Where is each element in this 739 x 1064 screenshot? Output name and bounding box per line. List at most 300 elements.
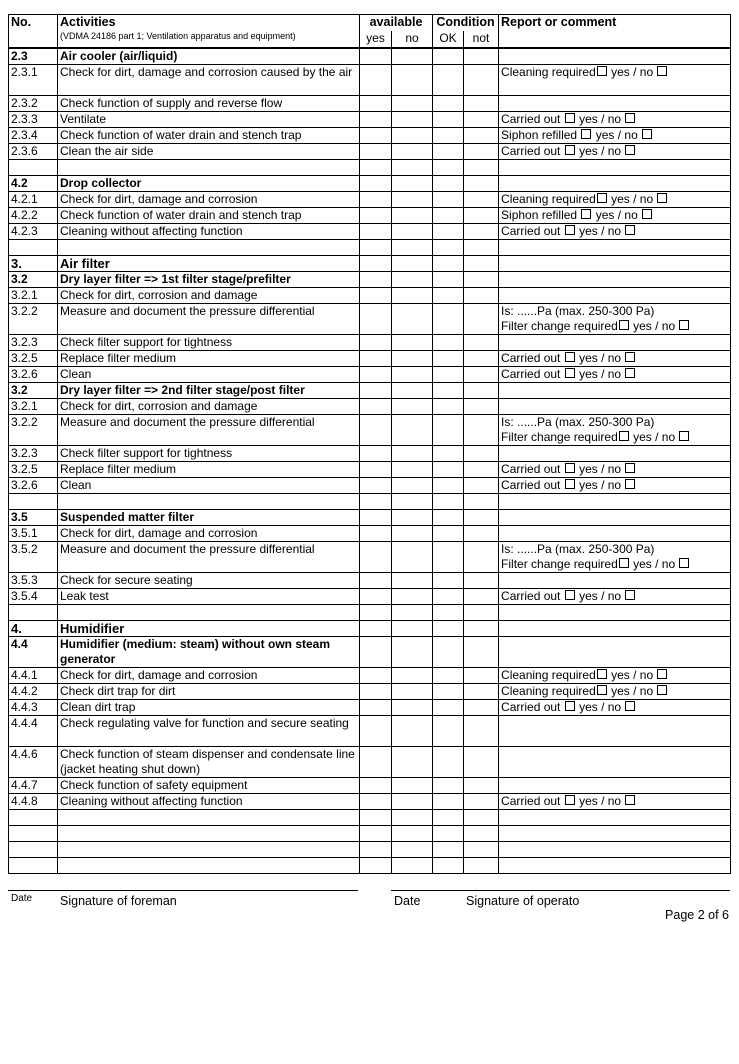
table-row bbox=[9, 716, 731, 747]
row-report bbox=[499, 399, 731, 415]
checkbox-icon[interactable] bbox=[625, 225, 635, 235]
header-no: No. bbox=[9, 15, 58, 49]
report-option bbox=[501, 208, 728, 223]
row-report bbox=[499, 510, 731, 526]
available-yes-cell[interactable] bbox=[360, 747, 392, 778]
header-row bbox=[9, 15, 731, 31]
condition-not-cell[interactable] bbox=[464, 256, 499, 272]
condition-ok-cell[interactable] bbox=[433, 842, 464, 858]
condition-ok-cell[interactable] bbox=[433, 826, 464, 842]
condition-ok-cell[interactable] bbox=[433, 288, 464, 304]
available-no-cell[interactable] bbox=[392, 494, 433, 510]
available-no-cell[interactable] bbox=[392, 48, 433, 65]
condition-not-cell[interactable] bbox=[464, 668, 499, 684]
checkbox-icon[interactable] bbox=[657, 669, 667, 679]
table-row bbox=[9, 794, 731, 810]
available-no-cell[interactable] bbox=[392, 778, 433, 794]
condition-ok-cell[interactable] bbox=[433, 399, 464, 415]
available-no-cell[interactable] bbox=[392, 256, 433, 272]
report-label: Carried out bbox=[501, 462, 564, 476]
condition-ok-cell[interactable] bbox=[433, 716, 464, 747]
checkbox-icon[interactable] bbox=[642, 129, 652, 139]
row-activity: Check for dirt, damage and corrosion bbox=[58, 526, 360, 542]
table-row bbox=[9, 542, 731, 573]
condition-ok-cell[interactable] bbox=[433, 272, 464, 288]
checkbox-icon[interactable] bbox=[565, 701, 575, 711]
condition-not-cell[interactable] bbox=[464, 65, 499, 96]
row-number: 3.2.1 bbox=[9, 288, 58, 304]
condition-ok-cell[interactable] bbox=[433, 128, 464, 144]
signature-line-operator bbox=[391, 890, 730, 891]
condition-ok-cell[interactable] bbox=[433, 351, 464, 367]
row-number: 2.3.4 bbox=[9, 128, 58, 144]
checkbox-icon[interactable] bbox=[597, 669, 607, 679]
checkbox-icon[interactable] bbox=[565, 113, 575, 123]
checkbox-icon[interactable] bbox=[581, 209, 591, 219]
available-no-cell[interactable] bbox=[392, 383, 433, 399]
condition-ok-cell[interactable] bbox=[433, 573, 464, 589]
condition-ok-cell[interactable] bbox=[433, 621, 464, 637]
condition-not-cell[interactable] bbox=[464, 510, 499, 526]
row-number bbox=[9, 826, 58, 842]
condition-not-cell[interactable] bbox=[464, 637, 499, 668]
condition-ok-cell[interactable] bbox=[433, 176, 464, 192]
row-number: 2.3.1 bbox=[9, 65, 58, 96]
condition-not-cell[interactable] bbox=[464, 144, 499, 160]
checkbox-icon[interactable] bbox=[581, 129, 591, 139]
condition-ok-cell[interactable] bbox=[433, 65, 464, 96]
available-no-cell[interactable] bbox=[392, 589, 433, 605]
checkbox-icon[interactable] bbox=[679, 320, 689, 330]
row-number: 4.2 bbox=[9, 176, 58, 192]
table-row bbox=[9, 399, 731, 415]
condition-not-cell[interactable] bbox=[464, 96, 499, 112]
available-no-cell[interactable] bbox=[392, 304, 433, 335]
condition-ok-cell[interactable] bbox=[433, 446, 464, 462]
available-no-cell[interactable] bbox=[392, 367, 433, 383]
condition-not-cell[interactable] bbox=[464, 494, 499, 510]
available-yes-cell[interactable] bbox=[360, 668, 392, 684]
checkbox-icon[interactable] bbox=[565, 795, 575, 805]
checkbox-icon[interactable] bbox=[625, 463, 635, 473]
available-no-cell[interactable] bbox=[392, 810, 433, 826]
row-report bbox=[499, 208, 731, 224]
condition-not-cell[interactable] bbox=[464, 112, 499, 128]
row-number: 3.5.4 bbox=[9, 589, 58, 605]
condition-ok-cell[interactable] bbox=[433, 684, 464, 700]
available-yes-cell[interactable] bbox=[360, 160, 392, 176]
available-yes-cell[interactable] bbox=[360, 48, 392, 65]
available-no-cell[interactable] bbox=[392, 826, 433, 842]
signature-foreman-label: Signature of foreman bbox=[60, 894, 177, 908]
row-activity bbox=[58, 494, 360, 510]
row-report bbox=[499, 589, 731, 605]
available-no-cell[interactable] bbox=[392, 858, 433, 874]
condition-ok-cell[interactable] bbox=[433, 747, 464, 778]
available-no-cell[interactable] bbox=[392, 794, 433, 810]
available-yes-cell[interactable] bbox=[360, 96, 392, 112]
available-no-cell[interactable] bbox=[392, 112, 433, 128]
checkbox-icon[interactable] bbox=[597, 193, 607, 203]
condition-not-cell[interactable] bbox=[464, 128, 499, 144]
available-yes-cell[interactable] bbox=[360, 144, 392, 160]
row-report bbox=[499, 747, 731, 778]
available-yes-cell[interactable] bbox=[360, 176, 392, 192]
available-yes-cell[interactable] bbox=[360, 858, 392, 874]
available-yes-cell[interactable] bbox=[360, 526, 392, 542]
condition-not-cell[interactable] bbox=[464, 367, 499, 383]
row-number: 3.2.5 bbox=[9, 462, 58, 478]
available-yes-cell[interactable] bbox=[360, 351, 392, 367]
available-no-cell[interactable] bbox=[392, 446, 433, 462]
table-row bbox=[9, 367, 731, 383]
condition-not-cell[interactable] bbox=[464, 335, 499, 351]
available-yes-cell[interactable] bbox=[360, 494, 392, 510]
available-yes-cell[interactable] bbox=[360, 240, 392, 256]
condition-not-cell[interactable] bbox=[464, 826, 499, 842]
available-yes-cell[interactable] bbox=[360, 383, 392, 399]
row-report bbox=[499, 176, 731, 192]
checkbox-icon[interactable] bbox=[565, 145, 575, 155]
available-yes-cell[interactable] bbox=[360, 510, 392, 526]
checkbox-icon[interactable] bbox=[625, 145, 635, 155]
condition-not-cell[interactable] bbox=[464, 288, 499, 304]
condition-not-cell[interactable] bbox=[464, 160, 499, 176]
available-yes-cell[interactable] bbox=[360, 192, 392, 208]
condition-ok-cell[interactable] bbox=[433, 48, 464, 65]
condition-ok-cell[interactable] bbox=[433, 144, 464, 160]
condition-ok-cell[interactable] bbox=[433, 160, 464, 176]
condition-ok-cell[interactable] bbox=[433, 605, 464, 621]
checkbox-icon[interactable] bbox=[625, 368, 635, 378]
condition-not-cell[interactable] bbox=[464, 399, 499, 415]
available-no-cell[interactable] bbox=[392, 96, 433, 112]
row-number bbox=[9, 240, 58, 256]
header-report: Report or comment bbox=[499, 15, 731, 49]
table-row bbox=[9, 144, 731, 160]
report-label: Cleaning required bbox=[501, 65, 596, 79]
condition-not-cell[interactable] bbox=[464, 240, 499, 256]
condition-not-cell[interactable] bbox=[464, 842, 499, 858]
checkbox-icon[interactable] bbox=[597, 66, 607, 76]
available-yes-cell[interactable] bbox=[360, 621, 392, 637]
row-number: 3.2.3 bbox=[9, 446, 58, 462]
condition-not-cell[interactable] bbox=[464, 700, 499, 716]
condition-ok-cell[interactable] bbox=[433, 96, 464, 112]
report-option bbox=[501, 112, 728, 127]
available-no-cell[interactable] bbox=[392, 462, 433, 478]
row-number: 3.2.1 bbox=[9, 399, 58, 415]
available-yes-cell[interactable] bbox=[360, 208, 392, 224]
available-no-cell[interactable] bbox=[392, 542, 433, 573]
report-label: Carried out bbox=[501, 589, 564, 603]
row-number: 4.4.6 bbox=[9, 747, 58, 778]
available-no-cell[interactable] bbox=[392, 208, 433, 224]
available-yes-cell[interactable] bbox=[360, 605, 392, 621]
condition-ok-cell[interactable] bbox=[433, 858, 464, 874]
checkbox-icon[interactable] bbox=[597, 685, 607, 695]
condition-ok-cell[interactable] bbox=[433, 637, 464, 668]
table-row bbox=[9, 684, 731, 700]
condition-ok-cell[interactable] bbox=[433, 304, 464, 335]
condition-ok-cell[interactable] bbox=[433, 589, 464, 605]
available-no-cell[interactable] bbox=[392, 510, 433, 526]
condition-ok-cell[interactable] bbox=[433, 810, 464, 826]
condition-ok-cell[interactable] bbox=[433, 700, 464, 716]
condition-not-cell[interactable] bbox=[464, 573, 499, 589]
condition-ok-cell[interactable] bbox=[433, 494, 464, 510]
condition-not-cell[interactable] bbox=[464, 176, 499, 192]
condition-not-cell[interactable] bbox=[464, 526, 499, 542]
condition-ok-cell[interactable] bbox=[433, 383, 464, 399]
checkbox-icon[interactable] bbox=[625, 352, 635, 362]
available-yes-cell[interactable] bbox=[360, 842, 392, 858]
checkbox-icon[interactable] bbox=[565, 590, 575, 600]
table-row bbox=[9, 462, 731, 478]
condition-not-cell[interactable] bbox=[464, 794, 499, 810]
condition-not-cell[interactable] bbox=[464, 462, 499, 478]
condition-not-cell[interactable] bbox=[464, 478, 499, 494]
condition-ok-cell[interactable] bbox=[433, 335, 464, 351]
available-yes-cell[interactable] bbox=[360, 794, 392, 810]
available-yes-cell[interactable] bbox=[360, 288, 392, 304]
table-row bbox=[9, 668, 731, 684]
table-row bbox=[9, 335, 731, 351]
available-yes-cell[interactable] bbox=[360, 272, 392, 288]
available-no-cell[interactable] bbox=[392, 637, 433, 668]
condition-not-cell[interactable] bbox=[464, 224, 499, 240]
available-yes-cell[interactable] bbox=[360, 462, 392, 478]
row-report bbox=[499, 446, 731, 462]
report-label: Filter change required bbox=[501, 430, 618, 444]
available-no-cell[interactable] bbox=[392, 526, 433, 542]
available-no-cell[interactable] bbox=[392, 128, 433, 144]
available-no-cell[interactable] bbox=[392, 478, 433, 494]
checkbox-icon[interactable] bbox=[679, 558, 689, 568]
report-label: Carried out bbox=[501, 351, 564, 365]
row-report bbox=[499, 351, 731, 367]
condition-not-cell[interactable] bbox=[464, 383, 499, 399]
available-yes-cell[interactable] bbox=[360, 589, 392, 605]
condition-not-cell[interactable] bbox=[464, 304, 499, 335]
row-report bbox=[499, 842, 731, 858]
yes-no-label: yes / no bbox=[629, 557, 679, 571]
checkbox-icon[interactable] bbox=[619, 431, 629, 441]
condition-not-cell[interactable] bbox=[464, 589, 499, 605]
row-number: 3.5.3 bbox=[9, 573, 58, 589]
condition-ok-cell[interactable] bbox=[433, 224, 464, 240]
checkbox-icon[interactable] bbox=[625, 590, 635, 600]
checkbox-icon[interactable] bbox=[657, 685, 667, 695]
available-yes-cell[interactable] bbox=[360, 446, 392, 462]
table-row bbox=[9, 160, 731, 176]
available-no-cell[interactable] bbox=[392, 621, 433, 637]
available-yes-cell[interactable] bbox=[360, 65, 392, 96]
report-option bbox=[501, 144, 728, 159]
row-activity bbox=[58, 858, 360, 874]
row-report bbox=[499, 605, 731, 621]
available-no-cell[interactable] bbox=[392, 272, 433, 288]
report-label: Cleaning required bbox=[501, 192, 596, 206]
checkbox-icon[interactable] bbox=[565, 225, 575, 235]
available-no-cell[interactable] bbox=[392, 224, 433, 240]
condition-not-cell[interactable] bbox=[464, 272, 499, 288]
available-no-cell[interactable] bbox=[392, 240, 433, 256]
checkbox-icon[interactable] bbox=[565, 463, 575, 473]
table-row bbox=[9, 778, 731, 794]
row-report bbox=[499, 794, 731, 810]
condition-not-cell[interactable] bbox=[464, 810, 499, 826]
row-report bbox=[499, 684, 731, 700]
available-yes-cell[interactable] bbox=[360, 810, 392, 826]
condition-not-cell[interactable] bbox=[464, 48, 499, 65]
available-no-cell[interactable] bbox=[392, 399, 433, 415]
checkbox-icon[interactable] bbox=[619, 320, 629, 330]
available-yes-cell[interactable] bbox=[360, 335, 392, 351]
available-yes-cell[interactable] bbox=[360, 573, 392, 589]
available-yes-cell[interactable] bbox=[360, 415, 392, 446]
condition-ok-cell[interactable] bbox=[433, 415, 464, 446]
condition-not-cell[interactable] bbox=[464, 446, 499, 462]
checkbox-icon[interactable] bbox=[657, 66, 667, 76]
condition-not-cell[interactable] bbox=[464, 716, 499, 747]
table-row bbox=[9, 96, 731, 112]
row-activity: Check function of steam dispenser and condensate line (jacket heating shut down) bbox=[58, 747, 360, 778]
row-activity: Check for dirt, damage and corrosion caused by the air bbox=[58, 65, 360, 96]
available-yes-cell[interactable] bbox=[360, 716, 392, 747]
checkbox-icon[interactable] bbox=[625, 479, 635, 489]
available-no-cell[interactable] bbox=[392, 351, 433, 367]
condition-not-cell[interactable] bbox=[464, 351, 499, 367]
available-no-cell[interactable] bbox=[392, 144, 433, 160]
row-number: 3.5.1 bbox=[9, 526, 58, 542]
available-no-cell[interactable] bbox=[392, 288, 433, 304]
condition-not-cell[interactable] bbox=[464, 605, 499, 621]
row-report bbox=[499, 304, 731, 335]
checkbox-icon[interactable] bbox=[625, 795, 635, 805]
available-no-cell[interactable] bbox=[392, 192, 433, 208]
condition-not-cell[interactable] bbox=[464, 208, 499, 224]
report-label: Cleaning required bbox=[501, 668, 596, 682]
available-no-cell[interactable] bbox=[392, 415, 433, 446]
available-no-cell[interactable] bbox=[392, 684, 433, 700]
report-option bbox=[501, 794, 728, 809]
condition-ok-cell[interactable] bbox=[433, 526, 464, 542]
yes-no-label: yes / no bbox=[607, 668, 657, 682]
condition-ok-cell[interactable] bbox=[433, 510, 464, 526]
condition-not-cell[interactable] bbox=[464, 415, 499, 446]
checkbox-icon[interactable] bbox=[565, 352, 575, 362]
row-activity: Check dirt trap for dirt bbox=[58, 684, 360, 700]
condition-ok-cell[interactable] bbox=[433, 542, 464, 573]
available-no-cell[interactable] bbox=[392, 605, 433, 621]
row-activity: Ventilate bbox=[58, 112, 360, 128]
row-report bbox=[499, 858, 731, 874]
available-yes-cell[interactable] bbox=[360, 256, 392, 272]
checkbox-icon[interactable] bbox=[565, 368, 575, 378]
report-option bbox=[501, 557, 728, 572]
condition-ok-cell[interactable] bbox=[433, 462, 464, 478]
condition-not-cell[interactable] bbox=[464, 747, 499, 778]
row-report bbox=[499, 128, 731, 144]
table-row bbox=[9, 192, 731, 208]
condition-ok-cell[interactable] bbox=[433, 478, 464, 494]
yes-no-label: yes / no bbox=[607, 684, 657, 698]
row-report bbox=[499, 810, 731, 826]
available-yes-cell[interactable] bbox=[360, 542, 392, 573]
report-label: Siphon refilled bbox=[501, 128, 581, 142]
condition-not-cell[interactable] bbox=[464, 858, 499, 874]
table-row bbox=[9, 65, 731, 96]
condition-not-cell[interactable] bbox=[464, 778, 499, 794]
available-yes-cell[interactable] bbox=[360, 128, 392, 144]
available-yes-cell[interactable] bbox=[360, 112, 392, 128]
available-no-cell[interactable] bbox=[392, 716, 433, 747]
available-yes-cell[interactable] bbox=[360, 700, 392, 716]
condition-ok-cell[interactable] bbox=[433, 112, 464, 128]
available-no-cell[interactable] bbox=[392, 700, 433, 716]
checkbox-icon[interactable] bbox=[679, 431, 689, 441]
condition-ok-cell[interactable] bbox=[433, 208, 464, 224]
row-report bbox=[499, 526, 731, 542]
condition-not-cell[interactable] bbox=[464, 684, 499, 700]
available-yes-cell[interactable] bbox=[360, 637, 392, 668]
report-option bbox=[501, 478, 728, 493]
available-no-cell[interactable] bbox=[392, 842, 433, 858]
checkbox-icon[interactable] bbox=[625, 701, 635, 711]
condition-ok-cell[interactable] bbox=[433, 240, 464, 256]
yes-no-label: yes / no bbox=[575, 224, 625, 238]
condition-ok-cell[interactable] bbox=[433, 794, 464, 810]
available-yes-cell[interactable] bbox=[360, 224, 392, 240]
condition-ok-cell[interactable] bbox=[433, 367, 464, 383]
row-number: 4.2.1 bbox=[9, 192, 58, 208]
available-no-cell[interactable] bbox=[392, 747, 433, 778]
available-no-cell[interactable] bbox=[392, 65, 433, 96]
available-no-cell[interactable] bbox=[392, 335, 433, 351]
available-no-cell[interactable] bbox=[392, 160, 433, 176]
table-row bbox=[9, 351, 731, 367]
condition-not-cell[interactable] bbox=[464, 542, 499, 573]
checkbox-icon[interactable] bbox=[565, 479, 575, 489]
condition-not-cell[interactable] bbox=[464, 621, 499, 637]
checkbox-icon[interactable] bbox=[642, 209, 652, 219]
checkbox-icon[interactable] bbox=[625, 113, 635, 123]
checkbox-icon[interactable] bbox=[657, 193, 667, 203]
available-yes-cell[interactable] bbox=[360, 399, 392, 415]
row-report bbox=[499, 462, 731, 478]
available-no-cell[interactable] bbox=[392, 668, 433, 684]
condition-ok-cell[interactable] bbox=[433, 668, 464, 684]
report-label: Siphon refilled bbox=[501, 208, 581, 222]
condition-ok-cell[interactable] bbox=[433, 256, 464, 272]
condition-ok-cell[interactable] bbox=[433, 778, 464, 794]
available-yes-cell[interactable] bbox=[360, 367, 392, 383]
condition-ok-cell[interactable] bbox=[433, 192, 464, 208]
report-option bbox=[501, 430, 728, 445]
available-yes-cell[interactable] bbox=[360, 304, 392, 335]
available-no-cell[interactable] bbox=[392, 176, 433, 192]
table-row bbox=[9, 510, 731, 526]
condition-not-cell[interactable] bbox=[464, 192, 499, 208]
table-row bbox=[9, 589, 731, 605]
available-yes-cell[interactable] bbox=[360, 684, 392, 700]
available-no-cell[interactable] bbox=[392, 573, 433, 589]
available-yes-cell[interactable] bbox=[360, 478, 392, 494]
checkbox-icon[interactable] bbox=[619, 558, 629, 568]
available-yes-cell[interactable] bbox=[360, 826, 392, 842]
available-yes-cell[interactable] bbox=[360, 778, 392, 794]
